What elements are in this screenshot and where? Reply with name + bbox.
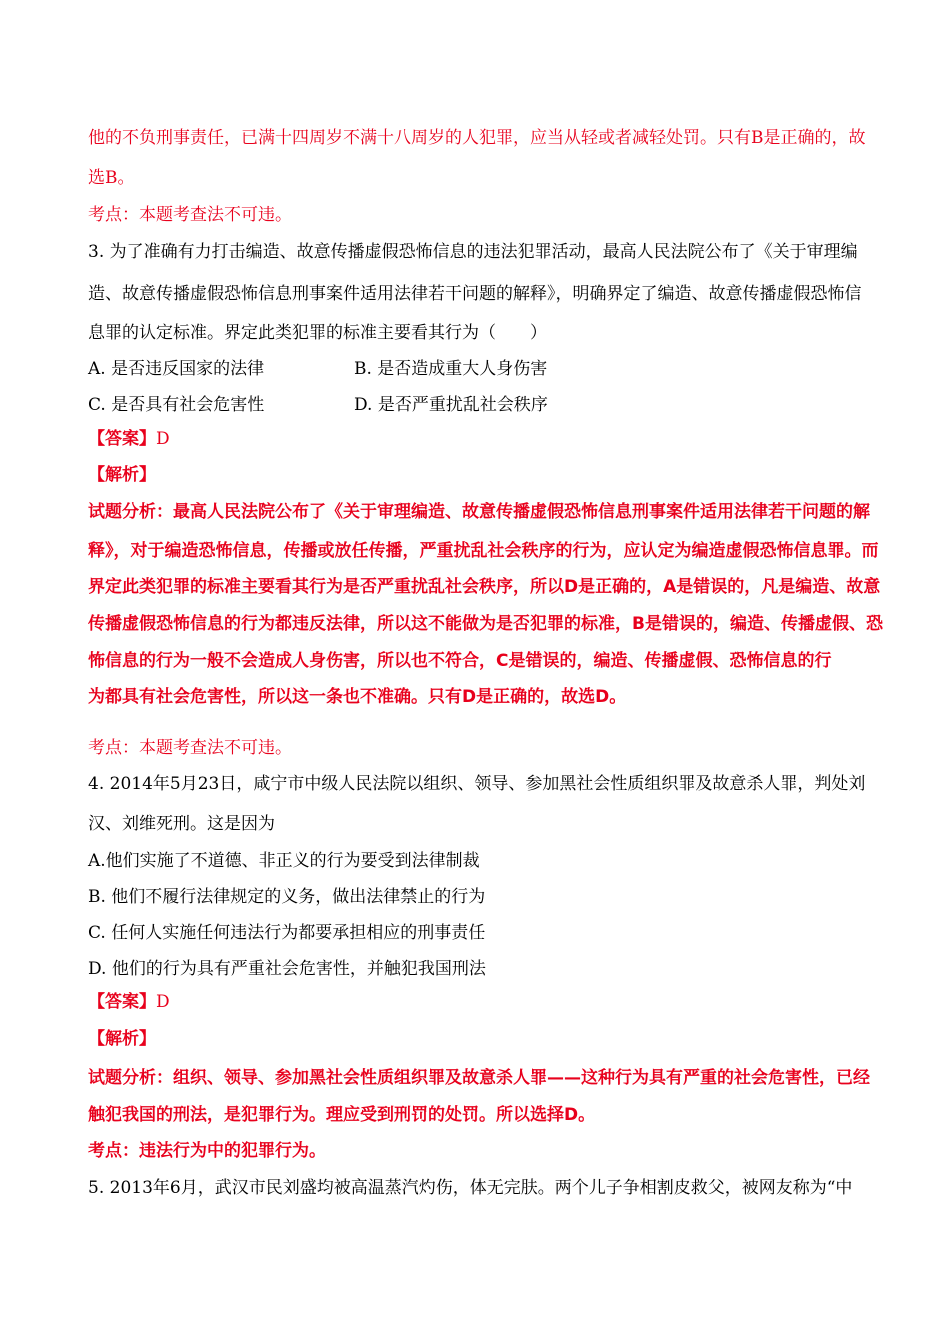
kaodian-line: 考点：本题考查法不可违。	[88, 205, 292, 225]
question-3-analysis-line: 试题分析：最高人民法院公布了《关于审理编造、故意传播虚假恐怖信息刑事案件适用法律若干问题的解	[88, 502, 870, 522]
question-4-stem-line: 4. 2014年5月23日，咸宁市中级人民法院以组织、领导、参加黑社会性质组织罪及故意杀人罪，判处刘	[88, 774, 866, 794]
answer-label: 【答案】	[88, 429, 156, 449]
question-3-analysis-label	[88, 463, 868, 487]
question-4-option-c: C. 任何人实施任何违法行为都要承担相应的刑事责任	[88, 923, 486, 943]
kaodian-line: 考点：本题考查法不可违。	[88, 738, 292, 758]
question-3-option-a: A. 是否违反国家的法律	[88, 359, 265, 379]
question-3-option-d: D. 是否严重扰乱社会秩序	[354, 395, 548, 415]
answer-label: 【答案】	[88, 992, 156, 1012]
question-4-option-d: D. 他们的行为具有严重社会危害性，并触犯我国刑法	[88, 959, 486, 979]
analysis-label: 【解析】	[88, 465, 156, 485]
question-4-answer	[88, 990, 868, 1014]
question-3-option-c: C. 是否具有社会危害性	[88, 395, 265, 415]
question-3-option-b: B. 是否造成重大人身伤害	[354, 359, 548, 379]
question-3-analysis-line: 界定此类犯罪的标准主要看其行为是否严重扰乱社会秩序，所以D是正确的，A是错误的，凡是编造、故意	[88, 577, 881, 597]
question-3-analysis-line: 释》，对于编造恐怖信息，传播或放任传播，严重扰乱社会秩序的行为，应认定为编造虚假恐怖信息罪。而	[88, 541, 879, 561]
question-4-analysis-line: 触犯我国的刑法，是犯罪行为。理应受到刑罚的处罚。所以选择D。	[88, 1105, 596, 1125]
question-4-analysis-label	[88, 1027, 868, 1051]
question-4-stem-line: 汉、刘维死刑。这是因为	[88, 814, 275, 834]
question-3-stem-line: 3. 为了准确有力打击编造、故意传播虚假恐怖信息的违法犯罪活动，最高人民法院公布了《关于审理编	[88, 242, 858, 262]
question-3-analysis-line: 传播虚假恐怖信息的行为都违反法律，所以这不能做为是否犯罪的标准，B是错误的，编造、传播虚假、恐	[88, 614, 883, 634]
explanation-line: 选B。	[88, 168, 135, 188]
question-3-stem-line: 息罪的认定标准。界定此类犯罪的标准主要看其行为（ ）	[88, 323, 547, 343]
question-4-option-a: A.他们实施了不道德、非正义的行为要受到法律制裁	[88, 851, 480, 871]
answer-value: D	[156, 429, 170, 449]
analysis-label: 【解析】	[88, 1029, 156, 1049]
question-3-analysis-line: 怖信息的行为一般不会造成人身伤害，所以也不符合，C是错误的，编造、传播虚假、恐怖信息的行	[88, 651, 832, 671]
question-3-answer	[88, 427, 868, 451]
question-3-analysis-line: 为都具有社会危害性，所以这一条也不准确。只有D是正确的，故选D。	[88, 687, 627, 707]
kaodian-line: 考点：违法行为中的犯罪行为。	[88, 1141, 326, 1161]
explanation-line: 他的不负刑事责任，已满十四周岁不满十八周岁的人犯罪，应当从轻或者减轻处罚。只有B是正确的，故	[88, 128, 866, 148]
question-4-option-b: B. 他们不履行法律规定的义务，做出法律禁止的行为	[88, 887, 486, 907]
question-4-analysis-line: 试题分析：组织、领导、参加黑社会性质组织罪及故意杀人罪——这种行为具有严重的社会危害性，已经	[88, 1068, 870, 1088]
question-5-stem-line: 5. 2013年6月，武汉市民刘盛均被高温蒸汽灼伤，体无完肤。两个儿子争相割皮救父，被网友称为“中	[88, 1178, 853, 1198]
question-3-stem-line: 造、故意传播虚假恐怖信息刑事案件适用法律若干问题的解释》，明确界定了编造、故意传播虚假恐怖信	[88, 284, 862, 304]
answer-value: D	[156, 992, 170, 1012]
